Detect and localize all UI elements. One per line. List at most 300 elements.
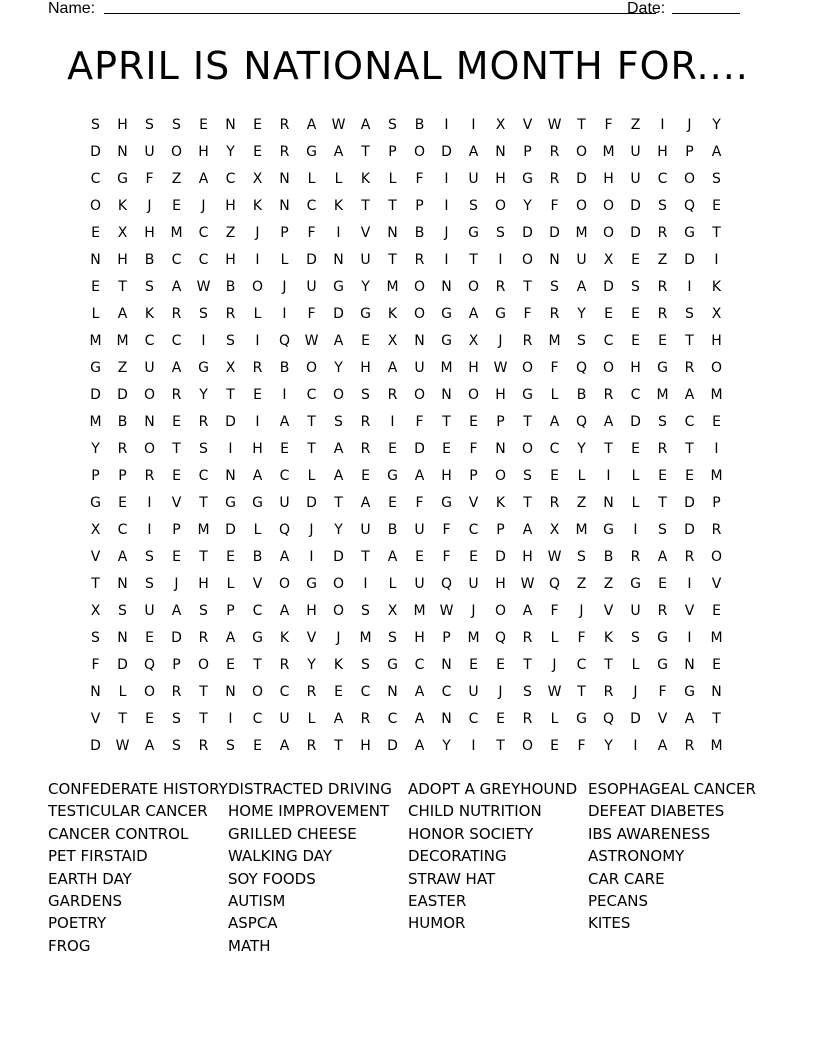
grid-letter[interactable]: R bbox=[603, 683, 614, 700]
grid-letter[interactable]: N bbox=[549, 251, 560, 268]
grid-letter[interactable]: W bbox=[115, 737, 130, 754]
grid-letter[interactable]: P bbox=[388, 143, 397, 160]
grid-letter[interactable]: I bbox=[147, 521, 152, 538]
grid-letter[interactable]: S bbox=[172, 737, 181, 754]
grid-letter[interactable]: G bbox=[468, 224, 479, 241]
grid-letter[interactable]: L bbox=[388, 170, 397, 187]
grid-letter[interactable]: T bbox=[577, 116, 586, 133]
grid-letter[interactable]: S bbox=[631, 629, 640, 646]
grid-letter[interactable]: P bbox=[415, 197, 424, 214]
grid-letter[interactable]: Y bbox=[91, 440, 100, 457]
grid-letter[interactable]: W bbox=[520, 575, 535, 592]
grid-letter[interactable]: K bbox=[333, 197, 344, 214]
grid-letter[interactable]: J bbox=[255, 224, 260, 241]
grid-letter[interactable]: H bbox=[360, 359, 371, 376]
grid-letter[interactable]: T bbox=[442, 413, 451, 430]
grid-letter[interactable]: E bbox=[631, 251, 640, 268]
grid-letter[interactable]: A bbox=[333, 467, 344, 484]
grid-letter[interactable]: A bbox=[576, 278, 587, 295]
grid-letter[interactable]: L bbox=[631, 656, 640, 673]
grid-letter[interactable]: Y bbox=[442, 737, 451, 754]
grid-letter[interactable]: F bbox=[415, 494, 424, 511]
grid-letter[interactable]: D bbox=[117, 656, 128, 673]
grid-letter[interactable]: T bbox=[658, 494, 667, 511]
grid-letter[interactable]: G bbox=[684, 683, 695, 700]
grid-letter[interactable]: Y bbox=[199, 386, 208, 403]
grid-letter[interactable]: U bbox=[576, 251, 587, 268]
grid-letter[interactable]: O bbox=[521, 359, 534, 376]
grid-letter[interactable]: R bbox=[522, 332, 533, 349]
grid-letter[interactable]: R bbox=[414, 251, 425, 268]
grid-letter[interactable]: D bbox=[414, 440, 425, 457]
grid-letter[interactable]: A bbox=[306, 116, 317, 133]
grid-letter[interactable]: P bbox=[685, 143, 694, 160]
grid-letter[interactable]: A bbox=[657, 548, 668, 565]
grid-letter[interactable]: O bbox=[575, 143, 588, 160]
grid-letter[interactable]: L bbox=[550, 629, 559, 646]
grid-letter[interactable]: I bbox=[228, 440, 233, 457]
grid-letter[interactable]: C bbox=[603, 332, 614, 349]
grid-letter[interactable]: F bbox=[550, 359, 559, 376]
grid-letter[interactable]: A bbox=[360, 116, 371, 133]
grid-letter[interactable]: Y bbox=[523, 197, 532, 214]
grid-letter[interactable]: N bbox=[414, 332, 425, 349]
grid-letter[interactable]: V bbox=[711, 575, 722, 592]
grid-letter[interactable]: T bbox=[685, 332, 694, 349]
grid-letter[interactable]: I bbox=[687, 575, 692, 592]
grid-letter[interactable]: G bbox=[387, 467, 398, 484]
grid-letter[interactable]: G bbox=[657, 629, 668, 646]
grid-letter[interactable]: S bbox=[199, 440, 208, 457]
grid-letter[interactable]: S bbox=[145, 278, 154, 295]
grid-letter[interactable]: G bbox=[522, 386, 533, 403]
grid-letter[interactable]: J bbox=[174, 575, 179, 592]
grid-letter[interactable]: T bbox=[604, 440, 613, 457]
grid-letter[interactable]: S bbox=[172, 710, 181, 727]
grid-letter[interactable]: N bbox=[603, 494, 614, 511]
grid-letter[interactable]: S bbox=[199, 602, 208, 619]
grid-letter[interactable]: R bbox=[198, 737, 209, 754]
grid-letter[interactable]: P bbox=[523, 143, 532, 160]
grid-letter[interactable]: E bbox=[145, 710, 154, 727]
grid-letter[interactable]: U bbox=[468, 683, 479, 700]
grid-letter[interactable]: F bbox=[442, 548, 451, 565]
grid-letter[interactable]: E bbox=[253, 386, 262, 403]
grid-letter[interactable]: V bbox=[522, 116, 533, 133]
grid-letter[interactable]: W bbox=[304, 332, 319, 349]
grid-letter[interactable]: P bbox=[712, 494, 721, 511]
grid-letter[interactable]: O bbox=[710, 359, 723, 376]
grid-letter[interactable]: O bbox=[413, 305, 426, 322]
grid-letter[interactable]: T bbox=[712, 224, 721, 241]
grid-letter[interactable]: A bbox=[333, 710, 344, 727]
grid-letter[interactable]: C bbox=[360, 683, 371, 700]
grid-letter[interactable]: L bbox=[631, 467, 640, 484]
grid-letter[interactable]: C bbox=[279, 683, 290, 700]
grid-letter[interactable]: K bbox=[603, 629, 614, 646]
grid-letter[interactable]: W bbox=[439, 602, 454, 619]
grid-letter[interactable]: A bbox=[144, 737, 155, 754]
grid-letter[interactable]: M bbox=[359, 629, 372, 646]
grid-letter[interactable]: E bbox=[631, 305, 640, 322]
grid-letter[interactable]: A bbox=[414, 737, 425, 754]
grid-letter[interactable]: H bbox=[360, 737, 371, 754]
grid-letter[interactable]: X bbox=[387, 332, 398, 349]
grid-letter[interactable]: Y bbox=[604, 737, 613, 754]
grid-letter[interactable]: N bbox=[279, 197, 290, 214]
grid-letter[interactable]: P bbox=[118, 467, 127, 484]
grid-letter[interactable]: I bbox=[255, 251, 260, 268]
grid-letter[interactable]: S bbox=[658, 413, 667, 430]
grid-letter[interactable]: A bbox=[279, 602, 290, 619]
grid-letter[interactable]: U bbox=[414, 575, 425, 592]
grid-letter[interactable]: D bbox=[576, 170, 587, 187]
grid-letter[interactable]: L bbox=[307, 170, 316, 187]
grid-letter[interactable]: G bbox=[117, 170, 128, 187]
grid-letter[interactable]: L bbox=[307, 467, 316, 484]
grid-letter[interactable]: M bbox=[710, 386, 723, 403]
grid-letter[interactable]: R bbox=[171, 305, 182, 322]
grid-letter[interactable]: R bbox=[252, 359, 263, 376]
grid-letter[interactable]: T bbox=[361, 197, 370, 214]
grid-letter[interactable]: G bbox=[630, 575, 641, 592]
grid-letter[interactable]: O bbox=[197, 656, 210, 673]
grid-letter[interactable]: U bbox=[468, 575, 479, 592]
grid-letter[interactable]: I bbox=[255, 332, 260, 349]
grid-letter[interactable]: D bbox=[630, 413, 641, 430]
grid-letter[interactable]: M bbox=[467, 629, 480, 646]
grid-letter[interactable]: C bbox=[576, 656, 587, 673]
grid-letter[interactable]: I bbox=[660, 116, 665, 133]
grid-letter[interactable]: A bbox=[333, 143, 344, 160]
grid-letter[interactable]: N bbox=[495, 440, 506, 457]
grid-letter[interactable]: T bbox=[118, 710, 127, 727]
grid-letter[interactable]: U bbox=[144, 602, 155, 619]
grid-letter[interactable]: R bbox=[198, 413, 209, 430]
grid-letter[interactable]: R bbox=[360, 440, 371, 457]
grid-letter[interactable]: N bbox=[441, 386, 452, 403]
grid-letter[interactable]: I bbox=[309, 548, 314, 565]
grid-letter[interactable]: G bbox=[603, 521, 614, 538]
grid-letter[interactable]: S bbox=[145, 575, 154, 592]
grid-letter[interactable]: Y bbox=[334, 359, 343, 376]
grid-letter[interactable]: Y bbox=[334, 521, 343, 538]
grid-letter[interactable]: M bbox=[116, 332, 129, 349]
grid-letter[interactable]: C bbox=[198, 224, 209, 241]
grid-letter[interactable]: E bbox=[631, 332, 640, 349]
grid-letter[interactable]: R bbox=[495, 278, 506, 295]
grid-letter[interactable]: E bbox=[253, 116, 262, 133]
grid-letter[interactable]: D bbox=[225, 413, 236, 430]
grid-letter[interactable]: R bbox=[657, 224, 668, 241]
grid-letter[interactable]: R bbox=[549, 143, 560, 160]
grid-letter[interactable]: J bbox=[498, 683, 503, 700]
grid-letter[interactable]: M bbox=[197, 521, 210, 538]
grid-letter[interactable]: T bbox=[469, 251, 478, 268]
grid-letter[interactable]: P bbox=[172, 656, 181, 673]
grid-letter[interactable]: P bbox=[469, 467, 478, 484]
grid-letter[interactable]: X bbox=[117, 224, 128, 241]
grid-letter[interactable]: A bbox=[657, 737, 668, 754]
grid-letter[interactable]: T bbox=[523, 413, 532, 430]
grid-letter[interactable]: E bbox=[361, 332, 370, 349]
grid-letter[interactable]: H bbox=[468, 359, 479, 376]
grid-letter[interactable]: R bbox=[225, 305, 236, 322]
grid-letter[interactable]: T bbox=[496, 737, 505, 754]
grid-letter[interactable]: S bbox=[361, 386, 370, 403]
grid-letter[interactable]: N bbox=[333, 251, 344, 268]
grid-letter[interactable]: O bbox=[413, 143, 426, 160]
grid-letter[interactable]: Q bbox=[602, 710, 615, 727]
grid-letter[interactable]: J bbox=[282, 278, 287, 295]
grid-letter[interactable]: S bbox=[523, 683, 532, 700]
grid-letter[interactable]: I bbox=[714, 440, 719, 457]
grid-letter[interactable]: T bbox=[685, 440, 694, 457]
grid-letter[interactable]: J bbox=[498, 332, 503, 349]
grid-letter[interactable]: I bbox=[282, 386, 287, 403]
grid-letter[interactable]: G bbox=[225, 494, 236, 511]
grid-letter[interactable]: F bbox=[523, 305, 532, 322]
grid-letter[interactable]: I bbox=[606, 467, 611, 484]
grid-letter[interactable]: U bbox=[630, 602, 641, 619]
grid-letter[interactable]: Z bbox=[225, 224, 236, 241]
grid-letter[interactable]: T bbox=[334, 737, 343, 754]
grid-letter[interactable]: H bbox=[306, 602, 317, 619]
grid-letter[interactable]: L bbox=[253, 305, 262, 322]
grid-letter[interactable]: H bbox=[495, 170, 506, 187]
grid-letter[interactable]: Y bbox=[577, 440, 586, 457]
grid-letter[interactable]: E bbox=[91, 278, 100, 295]
grid-letter[interactable]: I bbox=[687, 629, 692, 646]
grid-letter[interactable]: U bbox=[279, 494, 290, 511]
grid-letter[interactable]: A bbox=[711, 143, 722, 160]
grid-letter[interactable]: O bbox=[467, 386, 480, 403]
grid-letter[interactable]: K bbox=[360, 170, 371, 187]
grid-letter[interactable]: O bbox=[710, 548, 723, 565]
grid-letter[interactable]: D bbox=[387, 737, 398, 754]
grid-letter[interactable]: T bbox=[523, 656, 532, 673]
grid-letter[interactable]: A bbox=[468, 143, 479, 160]
grid-letter[interactable]: B bbox=[603, 548, 614, 565]
grid-letter[interactable]: P bbox=[172, 521, 181, 538]
grid-letter[interactable]: S bbox=[91, 629, 100, 646]
grid-letter[interactable]: K bbox=[333, 656, 344, 673]
grid-letter[interactable]: M bbox=[575, 521, 588, 538]
grid-letter[interactable]: E bbox=[388, 494, 397, 511]
grid-letter[interactable]: Y bbox=[226, 143, 235, 160]
grid-letter[interactable]: R bbox=[171, 386, 182, 403]
grid-letter[interactable]: Q bbox=[278, 521, 291, 538]
grid-letter[interactable]: D bbox=[171, 629, 182, 646]
grid-letter[interactable]: H bbox=[225, 251, 236, 268]
grid-letter[interactable]: A bbox=[333, 440, 344, 457]
grid-letter[interactable]: F bbox=[550, 197, 559, 214]
grid-letter[interactable]: T bbox=[334, 494, 343, 511]
grid-letter[interactable]: R bbox=[684, 737, 695, 754]
grid-letter[interactable]: R bbox=[657, 305, 668, 322]
grid-letter[interactable]: D bbox=[522, 224, 533, 241]
grid-letter[interactable]: E bbox=[631, 440, 640, 457]
grid-letter[interactable]: D bbox=[630, 224, 641, 241]
grid-letter[interactable]: H bbox=[198, 575, 209, 592]
grid-letter[interactable]: O bbox=[413, 278, 426, 295]
grid-letter[interactable]: T bbox=[604, 656, 613, 673]
grid-letter[interactable]: J bbox=[687, 116, 692, 133]
date-field[interactable] bbox=[672, 13, 740, 14]
grid-letter[interactable]: G bbox=[576, 710, 587, 727]
grid-letter[interactable]: S bbox=[631, 278, 640, 295]
grid-letter[interactable]: S bbox=[496, 224, 505, 241]
grid-letter[interactable]: A bbox=[522, 602, 533, 619]
grid-letter[interactable]: R bbox=[306, 683, 317, 700]
grid-letter[interactable]: J bbox=[471, 602, 476, 619]
grid-letter[interactable]: S bbox=[172, 116, 181, 133]
grid-letter[interactable]: X bbox=[252, 170, 263, 187]
grid-letter[interactable]: E bbox=[172, 413, 181, 430]
grid-letter[interactable]: T bbox=[172, 440, 181, 457]
grid-letter[interactable]: F bbox=[415, 413, 424, 430]
grid-letter[interactable]: X bbox=[387, 602, 398, 619]
grid-letter[interactable]: C bbox=[252, 602, 263, 619]
grid-letter[interactable]: Y bbox=[712, 116, 721, 133]
grid-letter[interactable]: D bbox=[630, 710, 641, 727]
grid-letter[interactable]: O bbox=[494, 197, 507, 214]
grid-letter[interactable]: A bbox=[387, 359, 398, 376]
grid-letter[interactable]: P bbox=[91, 467, 100, 484]
grid-letter[interactable]: U bbox=[630, 170, 641, 187]
grid-letter[interactable]: L bbox=[577, 467, 586, 484]
grid-letter[interactable]: Y bbox=[361, 278, 370, 295]
grid-letter[interactable]: X bbox=[549, 521, 560, 538]
grid-letter[interactable]: U bbox=[630, 143, 641, 160]
grid-letter[interactable]: M bbox=[710, 737, 723, 754]
grid-letter[interactable]: E bbox=[685, 467, 694, 484]
grid-letter[interactable]: U bbox=[360, 251, 371, 268]
grid-letter[interactable]: U bbox=[414, 521, 425, 538]
grid-letter[interactable]: R bbox=[360, 710, 371, 727]
grid-letter[interactable]: S bbox=[145, 548, 154, 565]
grid-letter[interactable]: S bbox=[469, 197, 478, 214]
grid-letter[interactable]: D bbox=[684, 521, 695, 538]
grid-letter[interactable]: F bbox=[577, 629, 586, 646]
grid-letter[interactable]: J bbox=[552, 656, 557, 673]
grid-letter[interactable]: K bbox=[144, 305, 155, 322]
grid-letter[interactable]: V bbox=[684, 602, 695, 619]
grid-letter[interactable]: S bbox=[118, 602, 127, 619]
grid-letter[interactable]: N bbox=[144, 413, 155, 430]
grid-letter[interactable]: G bbox=[495, 305, 506, 322]
grid-letter[interactable]: D bbox=[117, 386, 128, 403]
grid-letter[interactable]: L bbox=[334, 170, 343, 187]
grid-letter[interactable]: C bbox=[441, 683, 452, 700]
grid-letter[interactable]: Q bbox=[683, 197, 696, 214]
grid-letter[interactable]: I bbox=[147, 494, 152, 511]
grid-letter[interactable]: X bbox=[225, 359, 236, 376]
grid-letter[interactable]: X bbox=[603, 251, 614, 268]
grid-letter[interactable]: H bbox=[117, 116, 128, 133]
grid-letter[interactable]: T bbox=[91, 575, 100, 592]
grid-letter[interactable]: G bbox=[657, 359, 668, 376]
grid-letter[interactable]: R bbox=[306, 737, 317, 754]
grid-letter[interactable]: H bbox=[225, 197, 236, 214]
grid-letter[interactable]: X bbox=[90, 602, 101, 619]
grid-letter[interactable]: L bbox=[91, 305, 100, 322]
grid-letter[interactable]: W bbox=[196, 278, 211, 295]
grid-letter[interactable]: H bbox=[198, 143, 209, 160]
grid-letter[interactable]: Y bbox=[307, 656, 316, 673]
grid-letter[interactable]: E bbox=[442, 440, 451, 457]
grid-letter[interactable]: H bbox=[117, 251, 128, 268]
grid-letter[interactable]: V bbox=[468, 494, 479, 511]
grid-letter[interactable]: X bbox=[90, 521, 101, 538]
grid-letter[interactable]: Z bbox=[117, 359, 128, 376]
grid-letter[interactable]: O bbox=[602, 197, 615, 214]
grid-letter[interactable]: W bbox=[547, 116, 562, 133]
grid-letter[interactable]: O bbox=[143, 440, 156, 457]
grid-letter[interactable]: T bbox=[226, 386, 235, 403]
grid-letter[interactable]: E bbox=[91, 224, 100, 241]
grid-letter[interactable]: D bbox=[495, 548, 506, 565]
grid-letter[interactable]: I bbox=[444, 251, 449, 268]
grid-letter[interactable]: I bbox=[444, 197, 449, 214]
grid-letter[interactable]: A bbox=[117, 305, 128, 322]
grid-letter[interactable]: L bbox=[307, 710, 316, 727]
grid-letter[interactable]: C bbox=[252, 710, 263, 727]
grid-letter[interactable]: E bbox=[469, 548, 478, 565]
grid-letter[interactable]: N bbox=[117, 575, 128, 592]
grid-letter[interactable]: C bbox=[171, 332, 182, 349]
grid-letter[interactable]: D bbox=[225, 521, 236, 538]
grid-letter[interactable]: G bbox=[198, 359, 209, 376]
grid-letter[interactable]: P bbox=[280, 224, 289, 241]
grid-letter[interactable]: F bbox=[469, 440, 478, 457]
grid-letter[interactable]: C bbox=[279, 467, 290, 484]
grid-letter[interactable]: N bbox=[90, 683, 101, 700]
grid-letter[interactable]: I bbox=[336, 224, 341, 241]
grid-letter[interactable]: Z bbox=[657, 251, 668, 268]
grid-letter[interactable]: F bbox=[550, 602, 559, 619]
grid-letter[interactable]: H bbox=[144, 224, 155, 241]
grid-letter[interactable]: J bbox=[579, 602, 584, 619]
grid-letter[interactable]: E bbox=[550, 467, 559, 484]
grid-letter[interactable]: U bbox=[279, 710, 290, 727]
grid-letter[interactable]: S bbox=[577, 332, 586, 349]
grid-letter[interactable]: R bbox=[603, 386, 614, 403]
grid-letter[interactable]: R bbox=[549, 305, 560, 322]
grid-letter[interactable]: O bbox=[89, 197, 102, 214]
grid-letter[interactable]: S bbox=[361, 656, 370, 673]
grid-letter[interactable]: M bbox=[548, 332, 561, 349]
grid-letter[interactable]: B bbox=[144, 251, 155, 268]
grid-letter[interactable]: G bbox=[684, 224, 695, 241]
grid-letter[interactable]: X bbox=[495, 116, 506, 133]
grid-letter[interactable]: B bbox=[225, 278, 236, 295]
grid-letter[interactable]: E bbox=[604, 305, 613, 322]
grid-letter[interactable]: Q bbox=[548, 575, 561, 592]
grid-letter[interactable]: C bbox=[171, 251, 182, 268]
grid-letter[interactable]: N bbox=[387, 224, 398, 241]
grid-letter[interactable]: R bbox=[549, 494, 560, 511]
grid-letter[interactable]: O bbox=[521, 737, 534, 754]
name-field[interactable] bbox=[104, 13, 656, 14]
grid-letter[interactable]: S bbox=[523, 467, 532, 484]
grid-letter[interactable]: I bbox=[471, 737, 476, 754]
grid-letter[interactable]: N bbox=[117, 629, 128, 646]
grid-letter[interactable]: O bbox=[170, 143, 183, 160]
grid-letter[interactable]: B bbox=[414, 116, 425, 133]
grid-letter[interactable]: D bbox=[603, 278, 614, 295]
grid-letter[interactable]: S bbox=[226, 332, 235, 349]
